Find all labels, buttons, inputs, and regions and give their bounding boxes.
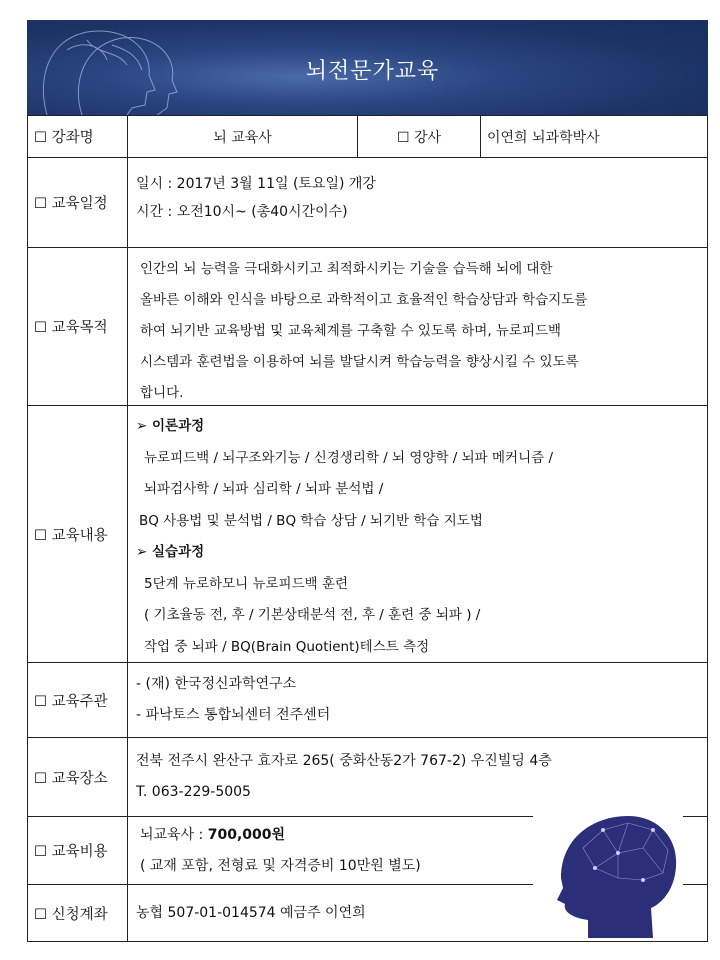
content-label: ☐ 교육내용 [28,406,128,662]
organizer-line: - 파낙토스 통합뇌센터 전주센터 [136,707,331,723]
lecturer-value: 이연희 뇌과학박사 [487,129,600,146]
address: 전북 전주시 완산구 효자로 265( 중화산동2가 767-2) 우진빌딩 4층 [136,753,552,769]
organizer-label: ☐ 교육주관 [28,663,128,737]
practice-title: ➢ 실습과정 [136,544,205,560]
purpose-line: 인간의 뇌 능력을 극대화시키고 최적화시키는 기술을 습득해 뇌에 대한 [140,261,553,277]
lecturer-label: ☐ 강사 [358,116,481,157]
theory-line: 뇌파검사학 / 뇌파 심리학 / 뇌파 분석법 / [144,481,384,497]
account-value: 농협 507-01-014574 예금주 이연희 [136,904,366,921]
theory-line: BQ 사용법 및 분석법 / BQ 학습 상담 / 뇌기반 학습 지도법 [139,512,483,529]
purpose-line: 시스템과 훈련법을 이용하여 뇌를 발달시켜 학습능력을 향상시킬 수 있도록 [140,354,579,370]
practice-line: 5단계 뉴로하모니 뉴로피드백 훈련 [144,575,349,592]
content-row [28,406,707,663]
practice-line: ( 기초율동 전, 후 / 기본상태분석 전, 후 / 훈련 중 뇌파 ) / [144,607,481,623]
purpose-line: 하여 뇌기반 교육방법 및 교육체계를 구축할 수 있도록 하며, 뉴로피드백 [140,323,562,339]
cost-note: ( 교재 포함, 전형료 및 자격증비 10만원 별도) [140,858,421,874]
theory-line: 뉴로피드백 / 뇌구조와기능 / 신경생리학 / 뇌 영양학 / 뇌파 메커니즘 / [144,449,554,466]
cost-label: ☐ 교육비용 [28,817,128,884]
schedule-label: ☐ 교육일정 [28,158,128,247]
page-title: 뇌전문가교육 [305,59,440,84]
place-label: ☐ 교육장소 [28,738,128,816]
organizer-row [28,663,707,738]
purpose-line: 올바른 이해와 인식을 바탕으로 과학적이고 효율적인 학습상담과 학습지도를 [140,292,588,308]
account-label: ☐ 신청계좌 [28,885,128,941]
time-value: 10시~ (총40시간이수) [203,204,348,220]
organizer-line: - (재) 한국정신과학연구소 [136,676,297,692]
schedule-row [28,158,707,248]
course-row [28,116,707,158]
title-banner [27,20,708,115]
date-prefix: 일시 : [136,176,177,192]
purpose-label: ☐ 교육목적 [28,248,128,405]
cost-amount: 700,000원 [207,827,286,843]
time-prefix: 시간 : 오전 [136,204,204,220]
purpose-line: 합니다. [140,385,184,401]
phone: T. 063-229-5005 [136,784,251,800]
purpose-row [28,248,707,406]
date-value: 2017년 3월 11일 (토요일) 개강 [176,176,376,192]
cost-prefix: 뇌교육사 : [140,827,208,843]
practice-line: 작업 중 뇌파 / BQ(Brain Quotient)테스트 측정 [144,638,430,655]
digital-brain-head-image [533,808,683,938]
course-value: 뇌 교육사 [128,116,358,157]
course-label: ☐ 강좌명 [28,116,128,157]
place-row [28,738,707,817]
theory-title: ➢ 이론과정 [136,418,205,434]
